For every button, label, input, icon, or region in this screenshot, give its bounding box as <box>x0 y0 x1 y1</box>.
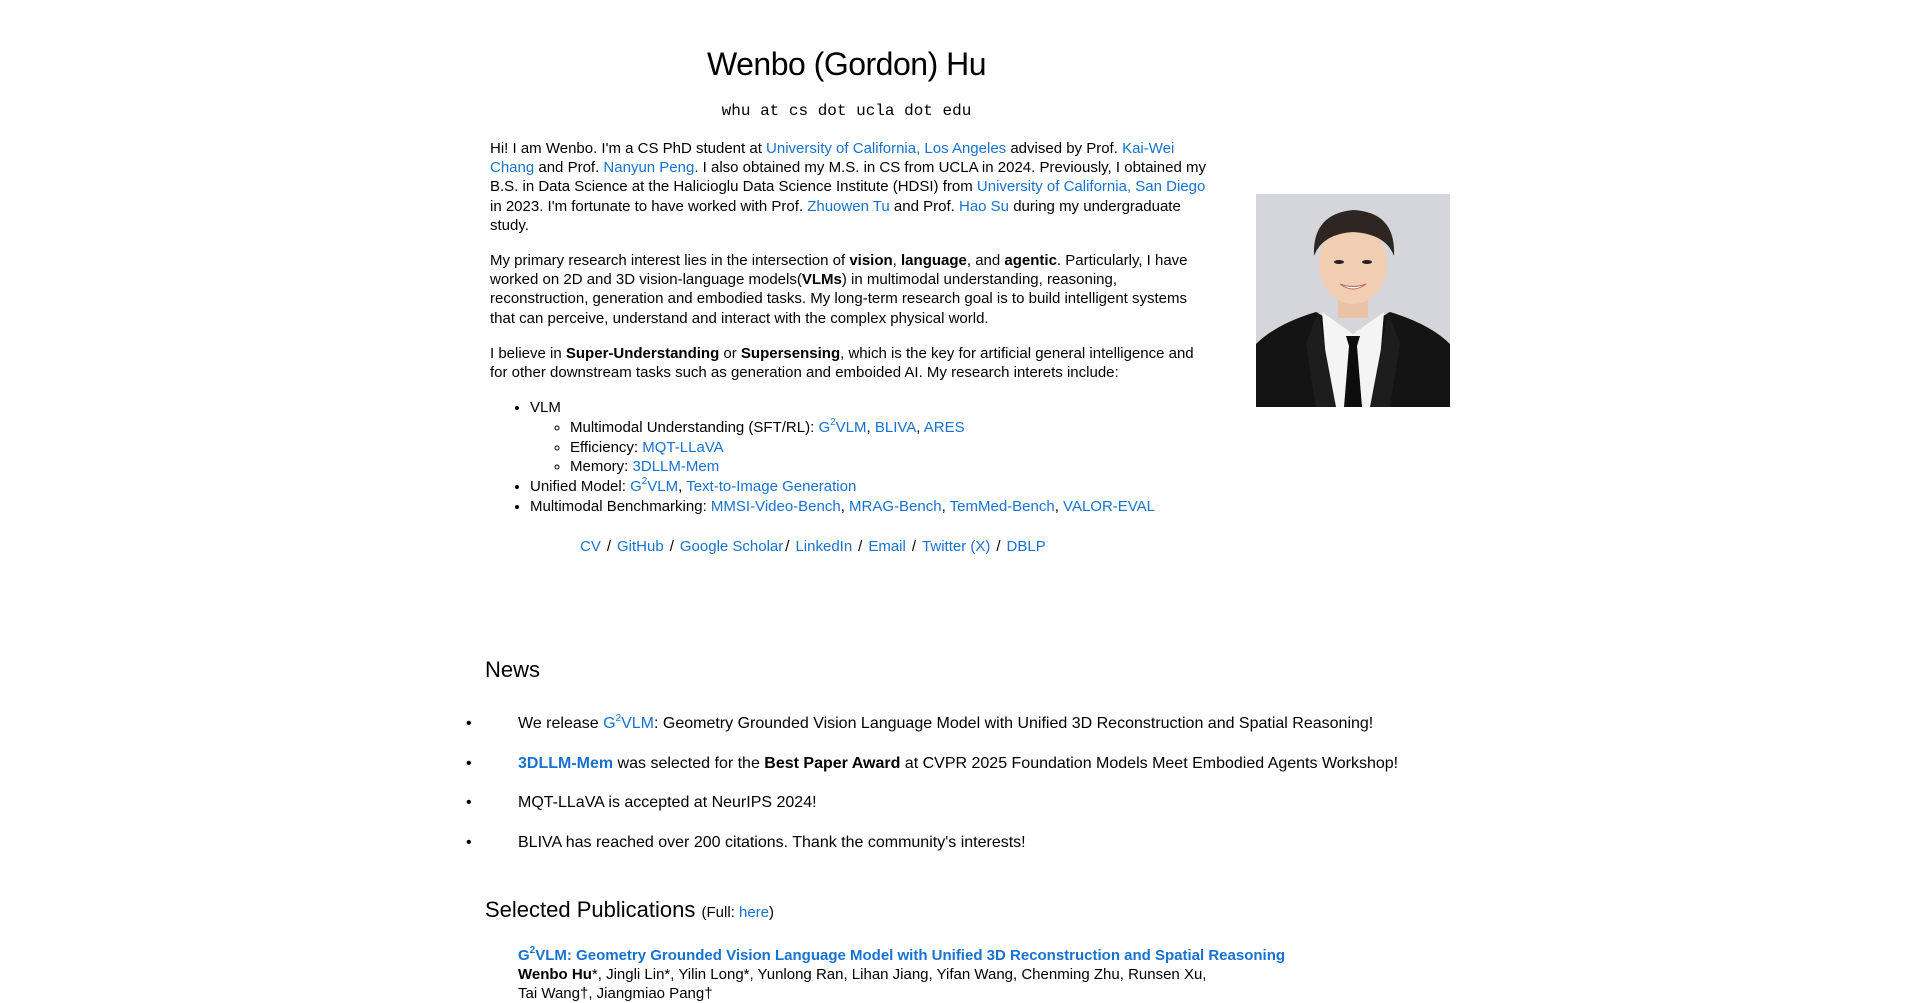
valor-eval-link[interactable]: VALOR-EVAL <box>1063 497 1156 515</box>
news-item <box>460 832 1460 872</box>
bold-text: Best Paper Award <box>764 754 901 772</box>
bullet-icon: • <box>466 794 472 811</box>
mmsi-video-bench-link[interactable]: MMSI-Video-Bench <box>710 497 841 515</box>
linkedin-link[interactable]: LinkedIn <box>795 538 853 555</box>
cv-link[interactable]: CV <box>580 538 601 555</box>
ares-link[interactable]: ARES <box>923 419 965 437</box>
text: ) <box>769 904 775 921</box>
interest-memory <box>570 457 1210 477</box>
news-item <box>460 792 1460 832</box>
interest-label: Multimodal Benchmarking: <box>530 497 711 515</box>
text: was selected for the <box>613 754 765 772</box>
text: (Full: <box>701 904 739 921</box>
bold-text: VLMs <box>801 271 842 289</box>
publication-title-link[interactable] <box>518 947 1285 964</box>
email-link[interactable]: Email <box>868 538 906 555</box>
author-self: Wenbo Hu <box>518 966 592 983</box>
text: in 2023. I'm fortunate to have worked with Prof. <box>490 197 808 215</box>
separator: / <box>996 538 1001 555</box>
nanyun-peng-link[interactable]: Nanyun Peng <box>603 159 695 177</box>
news-list <box>460 713 1460 871</box>
dblp-link[interactable]: DBLP <box>1006 538 1046 555</box>
kai-wei-chang-link[interactable]: Kai-Wei Chang <box>490 140 1175 177</box>
authors: *, Jingli Lin*, Yilin Long*, Yunlong Ran, Lihan Jiang, Yifan Wang, Chenming Zhu, Runsen Xu, <box>591 966 1207 983</box>
hao-su-link[interactable]: Hao Su <box>958 197 1010 215</box>
research-interests-list <box>490 398 1210 517</box>
text: MQT-LLaVA is accepted at NeurIPS 2024! <box>518 794 817 811</box>
full-publications-link[interactable]: here <box>738 904 770 921</box>
google-scholar-link[interactable]: Google Scholar <box>679 538 784 555</box>
intro-paragraph-2 <box>490 251 1210 328</box>
temmed-bench-link[interactable]: TemMed-Bench <box>949 497 1055 515</box>
twitter-link[interactable]: Twitter (X) <box>922 538 991 555</box>
text: BLIVA has reached over 200 citations. Thank the community's interests! <box>518 833 1026 851</box>
interest-vlm <box>530 398 1210 477</box>
interest-label: VLM <box>530 399 561 417</box>
text: We release <box>518 715 604 732</box>
portrait-image <box>1256 194 1450 407</box>
text: G <box>630 477 642 495</box>
interest-label: Memory: <box>570 458 633 476</box>
intro-section <box>490 139 1210 517</box>
text: ) in multimodal understanding, reasoning, reconstruction, generation and embodied tasks. My long-term research goal is to build intelligent systems that can perceive, understand and interact with the complex physical world. <box>490 271 1188 327</box>
publications-heading <box>485 897 774 923</box>
superscript: 2 <box>830 417 836 429</box>
text: and Prof. <box>534 159 604 177</box>
bold-text: vision <box>849 252 893 270</box>
3dllm-mem-link[interactable]: 3DLLM-Mem <box>632 458 720 476</box>
bullet-icon: • <box>466 754 472 772</box>
text: My primary research interest lies in the intersection of <box>490 252 850 270</box>
separator: / <box>606 538 612 555</box>
separator: / <box>911 538 917 555</box>
ucla-link[interactable]: University of California, Los Angeles <box>766 140 1007 157</box>
text: G <box>518 947 530 964</box>
vlm-sublist <box>530 418 1210 477</box>
ucsd-link[interactable]: University of California, San Diego <box>976 178 1206 196</box>
bullet-icon: • <box>466 715 472 732</box>
g2vlm-link[interactable] <box>603 712 654 732</box>
separator: / <box>858 538 863 555</box>
intro-paragraph-1 <box>490 139 1210 235</box>
g2vlm-link[interactable] <box>630 475 679 495</box>
text: VLM <box>835 419 867 437</box>
interest-multimodal-understanding: ◦ Multimodal Understanding (SFT/RL): G$^2$VLM, BLIVA, ARES <box>570 418 1210 438</box>
g2vlm-link[interactable] <box>818 419 866 436</box>
bold-text: Supersensing <box>740 344 841 362</box>
separator: / <box>669 538 674 555</box>
interest-label: Efficiency: <box>570 438 643 456</box>
publication-item <box>518 946 1318 1003</box>
news-heading: News <box>485 657 541 682</box>
profile-photo[interactable] <box>1256 194 1450 407</box>
text: , and <box>966 252 1005 270</box>
full-publications <box>701 904 774 921</box>
superscript: 2 <box>615 712 622 724</box>
text: VLM <box>647 477 679 495</box>
text: . I also obtained my M.S. in CS from UCLA in 2024. Previously, I obtained my B.S. in Data Science at the Halicioglu Data Science Institute (HDSI) from <box>490 159 1206 196</box>
email-text: whu at cs dot ucla dot edu <box>721 102 972 120</box>
superscript: 2 <box>641 475 648 487</box>
text: I believe in <box>490 344 566 362</box>
text: G <box>603 715 616 732</box>
name-heading: Wenbo (Gordon) Hu <box>706 46 987 82</box>
text: G <box>818 419 831 437</box>
text: and Prof. <box>889 197 959 215</box>
authors: Tai Wang†, Jiangmiao Pang† <box>518 985 713 1002</box>
superscript: 2 <box>529 945 536 956</box>
text: advised by Prof. <box>1006 140 1123 157</box>
interest-label: Multimodal Understanding (SFT/RL): <box>570 419 819 437</box>
text: VLM <box>621 715 654 732</box>
github-link[interactable]: GitHub <box>617 538 664 555</box>
mqt-llava-link[interactable]: MQT-LLaVA <box>642 438 724 456</box>
interest-label: Unified Model: <box>530 477 631 495</box>
mrag-bench-link[interactable]: MRAG-Bench <box>849 497 942 515</box>
text: : Geometry Grounded Vision Language Model with Unified 3D Reconstruction and Spatial Reasoning! <box>654 715 1374 732</box>
news-item <box>460 753 1460 793</box>
text: VLM: Geometry Grounded Vision Language Model with Unified 3D Reconstruction and Spatial Reasoning <box>535 947 1286 964</box>
text: , which is the key for artificial general intelligence and for other downstream tasks such as generation and emboided AI. My research interets include: <box>490 344 1194 382</box>
bullet-icon: • <box>466 833 472 851</box>
text-to-image-link[interactable]: Text-to-Image Generation <box>686 477 857 495</box>
profile-links <box>580 538 1120 555</box>
text: at CVPR 2025 Foundation Models Meet Embodied Agents Workshop! <box>900 754 1399 772</box>
text: , <box>892 252 902 270</box>
3dllm-mem-link[interactable]: 3DLLM-Mem <box>518 754 614 772</box>
intro-paragraph-3 <box>490 344 1210 382</box>
text: . Particularly, I have worked on 2D and 3D vision-language models( <box>490 252 1188 289</box>
text: or <box>719 344 741 362</box>
text: Hi! I am Wenbo. I'm a CS PhD student at <box>490 140 767 157</box>
interest-unified-model: • Unified Model: G$^2$VLM, Text-to-Image Generation <box>530 477 1210 497</box>
bold-text: Super-Understanding <box>565 344 720 362</box>
separator: / <box>785 538 790 555</box>
publications-title: Selected Publications <box>485 897 696 922</box>
text: during my undergraduate study. <box>490 197 1181 234</box>
zhuowen-tu-link[interactable]: Zhuowen Tu <box>807 197 890 215</box>
news-item <box>460 713 1460 753</box>
interest-efficiency <box>570 438 1210 458</box>
interest-benchmarking: • Multimodal Benchmarking: MMSI-Video-Bench, MRAG-Bench, TemMed-Bench, VALOR-EVAL <box>530 497 1210 517</box>
bold-text: agentic <box>1004 252 1057 270</box>
bold-text: language <box>901 252 967 270</box>
bliva-link[interactable]: BLIVA <box>874 419 917 437</box>
